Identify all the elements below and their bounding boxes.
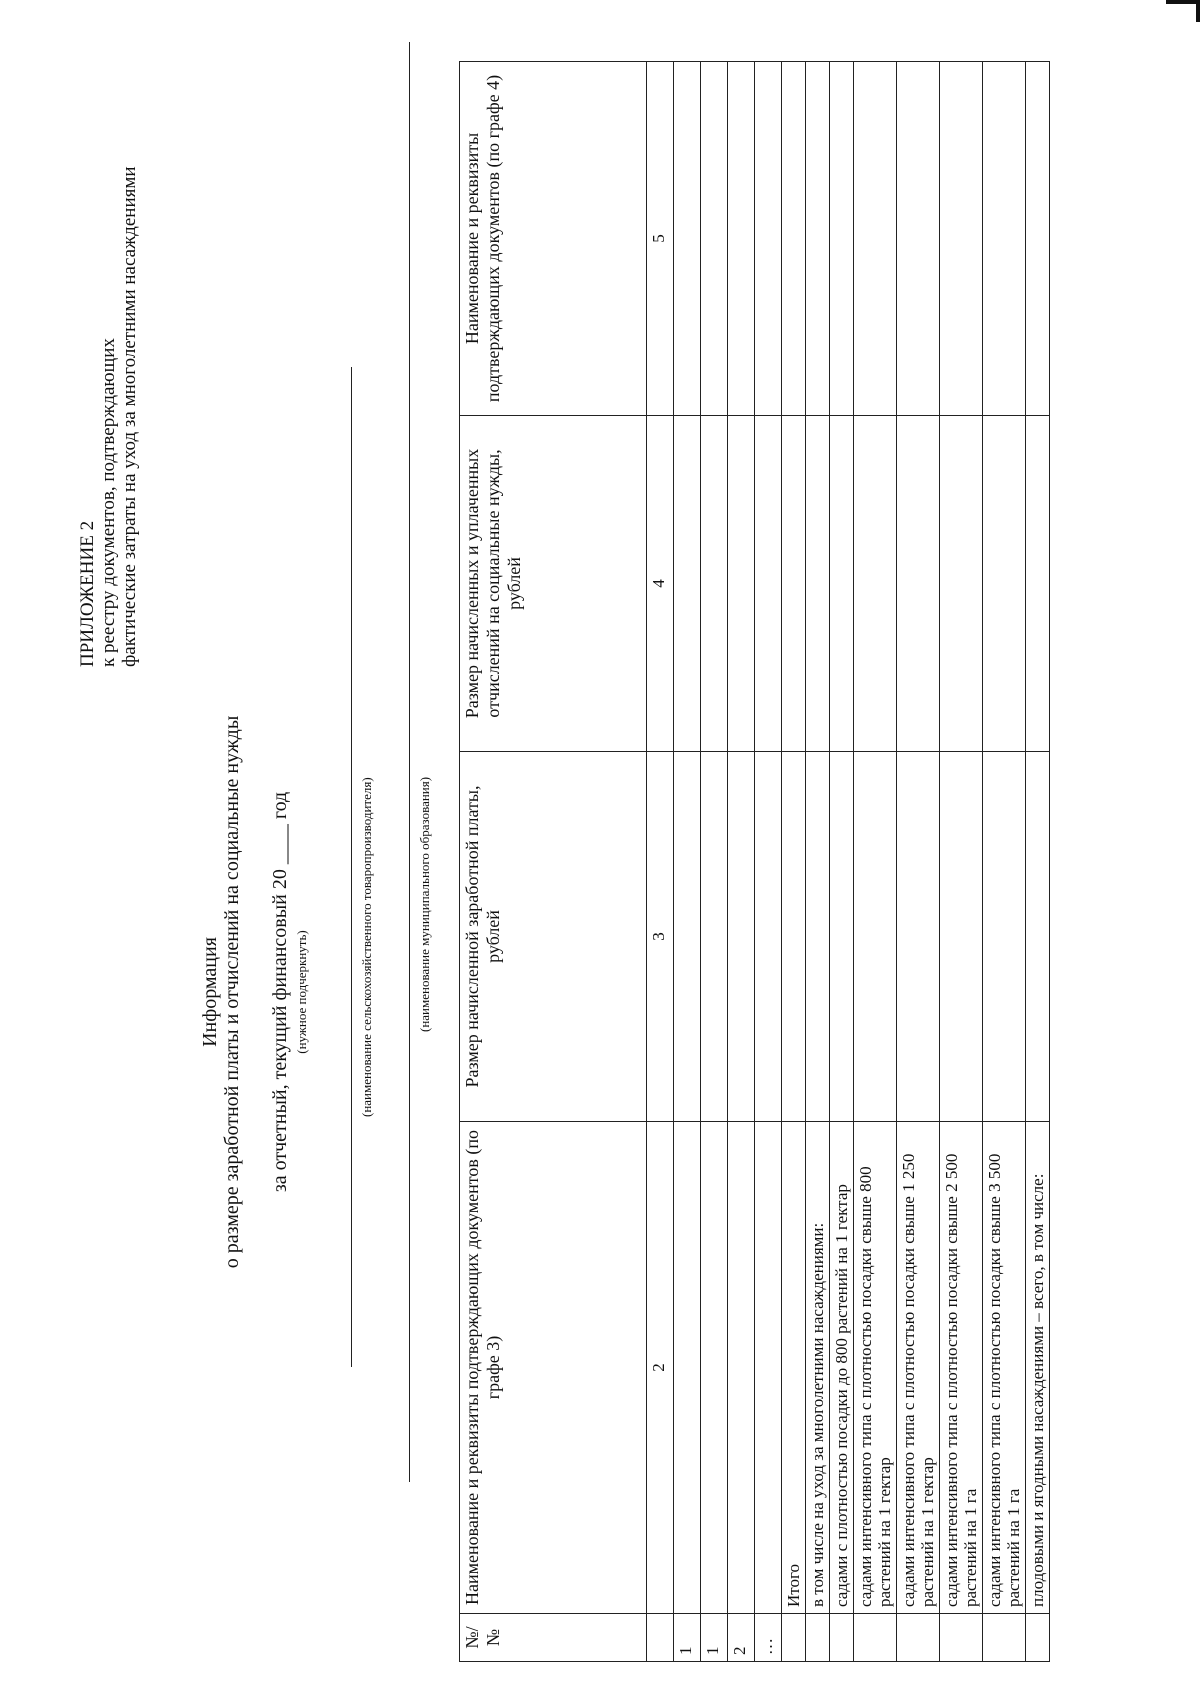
table-row xyxy=(830,62,854,1662)
table-cell xyxy=(854,62,897,416)
table-cell xyxy=(854,752,897,1122)
table-cell xyxy=(782,416,806,752)
table-cell xyxy=(1026,62,1050,416)
table-cell xyxy=(728,62,755,416)
column-number xyxy=(647,1614,674,1662)
row-number: 2 xyxy=(728,1614,755,1662)
table-row xyxy=(897,62,940,1662)
table-cell xyxy=(897,416,940,752)
appendix-block xyxy=(77,166,140,667)
table-cell xyxy=(701,416,728,752)
table-cell xyxy=(983,62,1026,416)
row-number xyxy=(940,1614,983,1662)
producer-caption: (наименование сельскохозяйственного товаропроизводителя) xyxy=(359,777,374,1117)
appendix-line-2: фактические затраты на уход за многолетними насаждениями xyxy=(119,166,140,667)
table-row xyxy=(806,62,830,1662)
table-cell xyxy=(983,416,1026,752)
table-header-row xyxy=(460,62,647,1662)
row-number: 1 xyxy=(701,1614,728,1662)
table-cell xyxy=(940,62,983,416)
row-number xyxy=(897,1614,940,1662)
table-row xyxy=(854,62,897,1662)
table-cell xyxy=(728,416,755,752)
table-cell xyxy=(806,62,830,416)
table-cell xyxy=(806,416,830,752)
table-cell xyxy=(854,416,897,752)
header-documents-contributions: Наименование и реквизиты подтверждающих документов (по графе 4) xyxy=(460,62,647,416)
row-number xyxy=(806,1614,830,1662)
period-hint: (нужное подчеркнуть) xyxy=(294,930,309,1054)
row-label: Итого xyxy=(782,1122,806,1614)
column-number: 3 xyxy=(647,752,674,1122)
table-row xyxy=(755,62,782,1662)
table-cell xyxy=(1026,752,1050,1122)
table-cell xyxy=(897,62,940,416)
row-label: садами с плотностью посадки до 800 растений на 1 гектар xyxy=(830,1122,854,1614)
appendix-title: ПРИЛОЖЕНИЕ 2 xyxy=(77,520,98,667)
table-cell xyxy=(897,752,940,1122)
row-number xyxy=(1026,1614,1050,1662)
document-title: Информация xyxy=(199,937,221,1047)
table-cell xyxy=(755,62,782,416)
table-cell xyxy=(782,752,806,1122)
table-cell xyxy=(755,1122,782,1614)
table-cell xyxy=(983,752,1026,1122)
column-number: 4 xyxy=(647,416,674,752)
document-subtitle: о размере заработной платы и отчислений на социальные нужды xyxy=(221,715,243,1269)
row-label: садами интенсивного типа с плотностью посадки свыше 3 500 растений на 1 га xyxy=(983,1122,1026,1614)
municipality-caption: (наименование муниципального образования) xyxy=(417,776,432,1032)
table-cell xyxy=(728,752,755,1122)
scan-edge-mark xyxy=(1166,0,1200,22)
column-number: 5 xyxy=(647,62,674,416)
table-cell xyxy=(830,62,854,416)
table-cell xyxy=(728,1122,755,1614)
reporting-period: за отчетный, текущий финансовый 20 ____ год xyxy=(269,791,291,1193)
row-number xyxy=(830,1614,854,1662)
table-row-total xyxy=(782,62,806,1662)
table-cell xyxy=(701,62,728,416)
table-row xyxy=(701,62,728,1662)
table-cell xyxy=(830,416,854,752)
table-cell xyxy=(940,416,983,752)
salary-table xyxy=(459,61,1050,1662)
header-social-contributions: Размер начисленных и уплаченных отчислений на социальные нужды, рублей xyxy=(460,416,647,752)
table-cell xyxy=(755,416,782,752)
table-row xyxy=(940,62,983,1662)
table-cell xyxy=(701,752,728,1122)
row-label: плодовыми и ягодными насаждениями – всего, в том числе: xyxy=(1026,1122,1050,1614)
table-cell xyxy=(701,1122,728,1614)
table-cell xyxy=(674,1122,701,1614)
table-cell xyxy=(755,752,782,1122)
table-row xyxy=(674,62,701,1662)
row-label: в том числе на уход за многолетними насаждениями: xyxy=(806,1122,830,1614)
appendix-line-1: к реестру документов, подтверждающих xyxy=(98,338,119,667)
column-number: 2 xyxy=(647,1122,674,1614)
table-cell xyxy=(782,62,806,416)
table-row xyxy=(1026,62,1050,1662)
row-number: 1 xyxy=(674,1614,701,1662)
row-label: садами интенсивного типа с плотностью посадки свыше 2 500 растений на 1 га xyxy=(940,1122,983,1614)
table-row xyxy=(983,62,1026,1662)
municipality-name-line xyxy=(409,42,410,1482)
header-number: №/ № xyxy=(460,1614,647,1662)
column-number-row xyxy=(647,62,674,1662)
table-cell xyxy=(830,752,854,1122)
table-cell xyxy=(674,752,701,1122)
producer-name-line xyxy=(351,367,352,1367)
row-label: садами интенсивного типа с плотностью посадки свыше 800 растений на 1 гектар xyxy=(854,1122,897,1614)
rotated-page xyxy=(14,42,1144,1682)
table-cell xyxy=(806,752,830,1122)
table-row xyxy=(728,62,755,1662)
header-salary-amount: Размер начисленной заработной платы, рублей xyxy=(460,752,647,1122)
table-cell xyxy=(940,752,983,1122)
table-cell xyxy=(1026,416,1050,752)
row-number xyxy=(983,1614,1026,1662)
table-cell xyxy=(674,416,701,752)
row-label: садами интенсивного типа с плотностью посадки свыше 1 250 растений на 1 гектар xyxy=(897,1122,940,1614)
table-cell xyxy=(674,62,701,416)
header-documents-salary: Наименование и реквизиты подтверждающих документов (по графе 3) xyxy=(460,1122,647,1614)
row-number xyxy=(782,1614,806,1662)
row-number: … xyxy=(755,1614,782,1662)
row-number xyxy=(854,1614,897,1662)
